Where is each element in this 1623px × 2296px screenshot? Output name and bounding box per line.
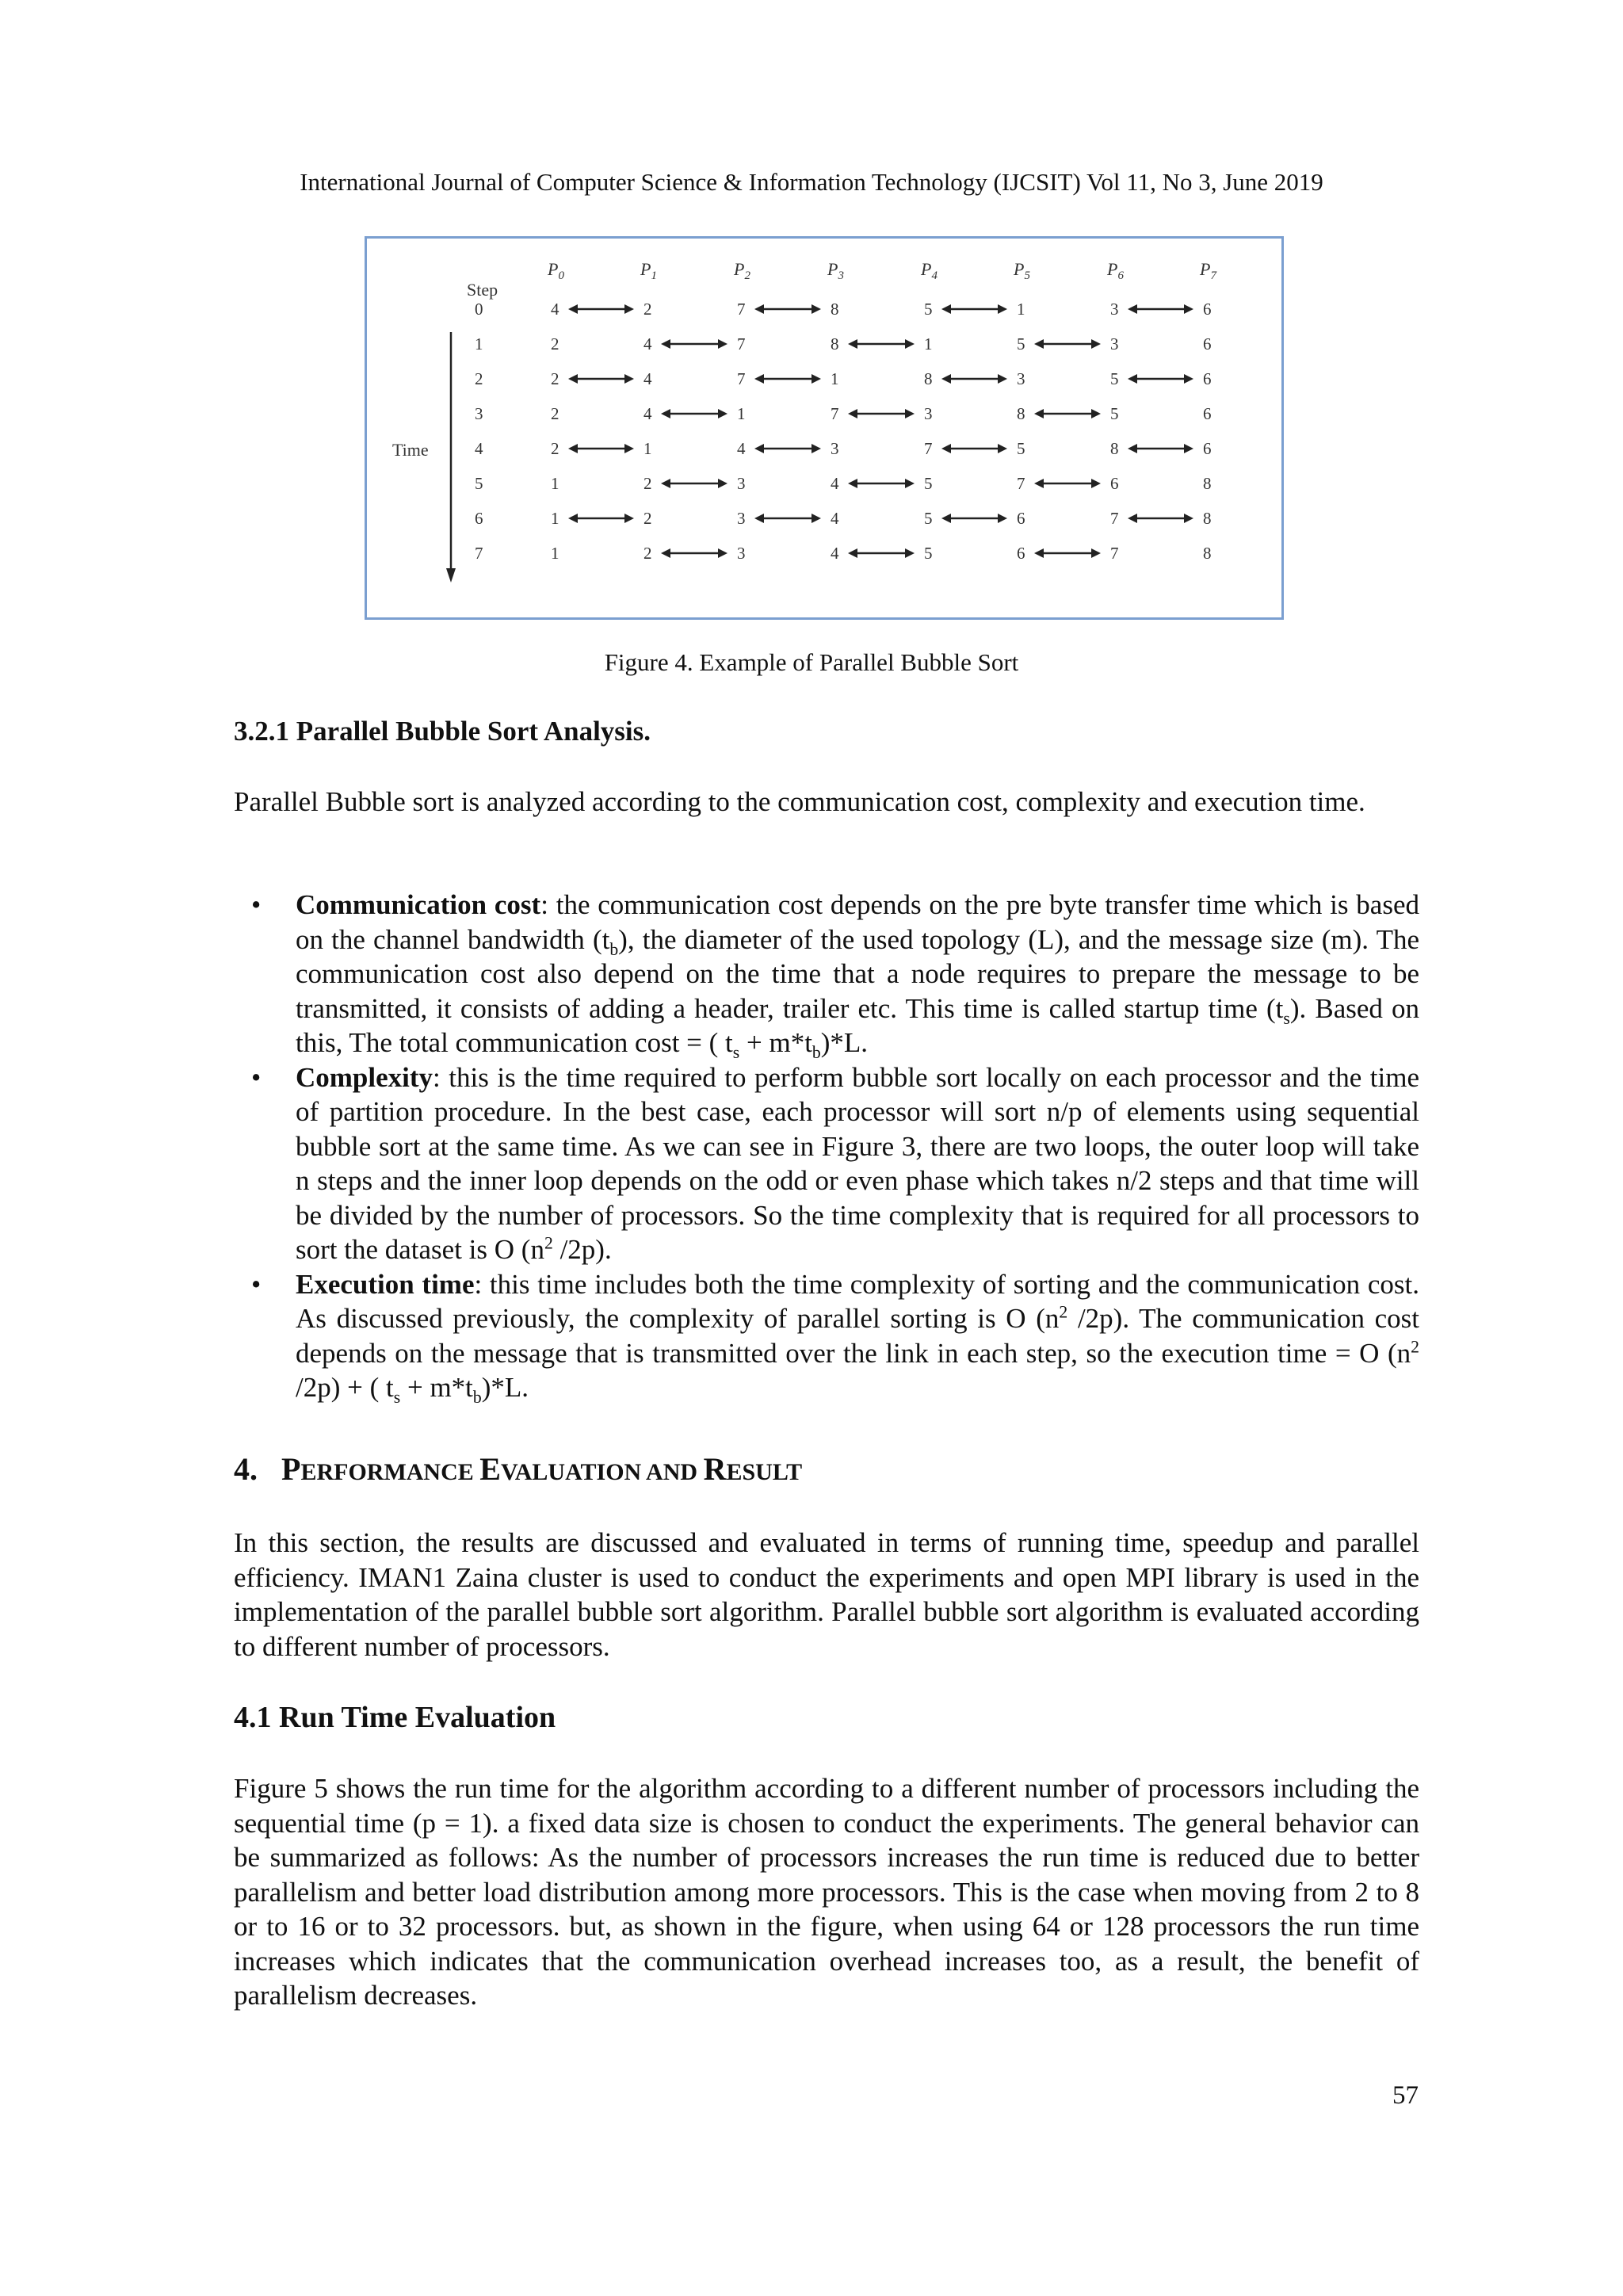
cell-value: 2 xyxy=(643,509,652,528)
subsection-heading-3-2-1: 3.2.1 Parallel Bubble Sort Analysis. xyxy=(234,716,651,747)
cell-value: 8 xyxy=(831,300,839,319)
processor-header: $P_7$ xyxy=(1200,259,1216,282)
step-number: 3 xyxy=(475,404,483,423)
compare-exchange-arrow-icon xyxy=(848,548,915,558)
compare-exchange-arrow-icon xyxy=(848,339,915,349)
cell-value: 7 xyxy=(831,404,839,423)
processor-header: $P_5$ xyxy=(1014,259,1030,282)
cell-value: 1 xyxy=(737,404,746,423)
cell-value: 3 xyxy=(1110,300,1119,319)
cell-value: 7 xyxy=(1110,509,1119,528)
compare-exchange-arrow-icon xyxy=(754,374,821,384)
step-label: Step xyxy=(467,280,498,300)
cell-value: 6 xyxy=(1203,369,1212,388)
cell-value: 1 xyxy=(551,544,559,563)
compare-exchange-arrow-icon xyxy=(1128,444,1193,453)
compare-exchange-arrow-icon xyxy=(1128,304,1193,314)
cell-value: 6 xyxy=(1110,474,1119,493)
cell-value: 1 xyxy=(551,474,559,493)
cell-value: 3 xyxy=(924,404,933,423)
compare-exchange-arrow-icon xyxy=(1034,409,1101,418)
bullet-dot-icon: • xyxy=(251,889,262,920)
processor-header: $P_6$ xyxy=(1107,259,1124,282)
cell-value: 4 xyxy=(551,300,559,319)
cell-value: 3 xyxy=(1017,369,1025,388)
cell-value: 1 xyxy=(924,334,933,353)
cell-value: 5 xyxy=(1017,439,1025,458)
cell-value: 5 xyxy=(924,544,933,563)
cell-value: 8 xyxy=(1203,544,1212,563)
figure-caption: Figure 4. Example of Parallel Bubble Sort xyxy=(604,648,1019,676)
cell-value: 6 xyxy=(1203,300,1212,319)
section-4-paragraph: In this section, the results are discussed and evaluated in terms of running time, speedup and parallel efficiency. IMAN1 Zaina cluster is used to conduct the experiments and open MPI library is used in the implementation of the parallel bubble sort algorithm. Parallel bubble sort algorithm is evaluated according to different number of processors. xyxy=(234,1527,1419,1662)
compare-exchange-arrow-icon xyxy=(661,339,727,349)
cell-value: 8 xyxy=(1203,474,1212,493)
cell-value: 2 xyxy=(551,404,559,423)
bubble-sort-svg xyxy=(367,239,1281,617)
cell-value: 6 xyxy=(1203,404,1212,423)
step-number: 5 xyxy=(475,474,483,493)
time-label: Time xyxy=(392,440,429,460)
cell-value: 1 xyxy=(643,439,652,458)
compare-exchange-arrow-icon xyxy=(941,374,1007,384)
compare-exchange-arrow-icon xyxy=(1034,479,1101,488)
compare-exchange-arrow-icon xyxy=(941,514,1007,523)
cell-value: 4 xyxy=(831,509,839,528)
cell-value: 5 xyxy=(924,300,933,319)
bullet-dot-icon: • xyxy=(251,1061,262,1093)
compare-exchange-arrow-icon xyxy=(754,304,821,314)
compare-exchange-arrow-icon xyxy=(568,444,634,453)
cell-value: 4 xyxy=(831,544,839,563)
step-number: 4 xyxy=(475,439,483,458)
cell-value: 7 xyxy=(924,439,933,458)
cell-value: 4 xyxy=(643,334,652,353)
compare-exchange-arrow-icon xyxy=(941,444,1007,453)
compare-exchange-arrow-icon xyxy=(661,409,727,418)
step-number: 0 xyxy=(475,300,483,319)
term-complexity: Complexity xyxy=(296,1061,433,1093)
cell-value: 7 xyxy=(737,369,746,388)
cell-value: 5 xyxy=(1110,404,1119,423)
cell-value: 3 xyxy=(831,439,839,458)
cell-value: 5 xyxy=(1110,369,1119,388)
processor-header: $P_2$ xyxy=(734,259,750,282)
cell-value: 5 xyxy=(924,509,933,528)
page-number: 57 xyxy=(1392,2081,1419,2110)
cell-value: 4 xyxy=(737,439,746,458)
cell-value: 4 xyxy=(643,369,652,388)
time-axis-arrowhead-icon xyxy=(446,568,456,583)
processor-header: $P_1$ xyxy=(640,259,657,282)
cell-value: 6 xyxy=(1017,509,1025,528)
compare-exchange-arrow-icon xyxy=(568,304,634,314)
term-execution-time: Execution time xyxy=(296,1268,475,1300)
step-number: 6 xyxy=(475,509,483,528)
cell-value: 4 xyxy=(643,404,652,423)
cell-value: 8 xyxy=(1110,439,1119,458)
compare-exchange-arrow-icon xyxy=(1034,548,1101,558)
compare-exchange-arrow-icon xyxy=(661,548,727,558)
cell-value: 2 xyxy=(643,544,652,563)
cell-value: 6 xyxy=(1203,439,1212,458)
compare-exchange-arrow-icon xyxy=(1128,514,1193,523)
step-number: 2 xyxy=(475,369,483,388)
cell-value: 8 xyxy=(924,369,933,388)
bullet-communication-cost: • Communication cost: the communication cost depends on the pre byte transfer time which is based on the channel bandwidth $(t_b)$, the diameter of the used topology (L), and the message size (m). The communication cost also depend on the time that a node requires to prepare the message to be transmitted, it consists of adding a header, trailer etc. This time is called startup time $(t_s)$. Based on this, The total communication cost = ( $t_s + m*t_b)*L$. xyxy=(251,889,1420,1062)
cell-value: 1 xyxy=(1017,300,1025,319)
compare-exchange-arrow-icon xyxy=(568,374,634,384)
cell-value: 3 xyxy=(737,544,746,563)
cell-value: 7 xyxy=(1017,474,1025,493)
cell-value: 7 xyxy=(737,334,746,353)
cell-value: 2 xyxy=(643,474,652,493)
cell-value: 8 xyxy=(1203,509,1212,528)
cell-value: 3 xyxy=(737,474,746,493)
analysis-intro-paragraph: Parallel Bubble sort is analyzed according to the communication cost, complexity and execution time. xyxy=(234,786,1365,817)
figure-4-bubble-sort-diagram xyxy=(365,236,1284,620)
compare-exchange-arrow-icon xyxy=(754,514,821,523)
analysis-bullet-list xyxy=(234,888,1419,1405)
subsection-heading-4-1: 4.1 Run Time Evaluation xyxy=(234,1701,556,1734)
cell-value: 3 xyxy=(1110,334,1119,353)
cell-value: 7 xyxy=(737,300,746,319)
bullet-complexity: • Complexity: this is the time required to perform bubble sort locally on each processor and the time of partition procedure. In the best case, each processor will sort n/p of elements using sequential bubble sort at the same time. As we can see in Figure 3, there are two loops, the outer loop will take n steps and the inner loop depends on the odd or even phase which takes n/2 steps and that time will be divided by the number of processors. So the time complexity that is required for all processors to sort the dataset is O ($n^2$ /2p). xyxy=(251,1061,1419,1265)
processor-header: $P_3$ xyxy=(827,259,844,282)
cell-value: 8 xyxy=(831,334,839,353)
compare-exchange-arrow-icon xyxy=(661,479,727,488)
run-time-paragraph: Figure 5 shows the run time for the algorithm according to a different number of processors including the sequential time (p = 1). a fixed data size is chosen to conduct the experiments. The general behavior can be summarized as follows: As the number of processors increases the run time is reduced due to better parallelism and better load distribution among more processors. This is the case when moving from 2 to 8 or to 16 or to 32 processors. but, as shown in the figure, when using 64 or 128 processors the run time increases which indicates that the communication overhead increases too, as a result, the benefit of parallelism decreases. xyxy=(234,1773,1419,2011)
cell-value: 4 xyxy=(831,474,839,493)
bullet-dot-icon: • xyxy=(251,1268,262,1300)
cell-value: 6 xyxy=(1017,544,1025,563)
cell-value: 1 xyxy=(551,509,559,528)
cell-value: 6 xyxy=(1203,334,1212,353)
cell-value: 2 xyxy=(643,300,652,319)
cell-value: 5 xyxy=(1017,334,1025,353)
processor-header: $P_4$ xyxy=(921,259,938,282)
cell-value: 7 xyxy=(1110,544,1119,563)
running-header: International Journal of Computer Science & Information Technology (IJCSIT) Vol 11, No 3, June 2019 xyxy=(300,168,1323,196)
cell-value: 2 xyxy=(551,439,559,458)
compare-exchange-arrow-icon xyxy=(848,479,915,488)
step-number: 1 xyxy=(475,334,483,353)
cell-value: 2 xyxy=(551,369,559,388)
cell-value: 2 xyxy=(551,334,559,353)
cell-value: 5 xyxy=(924,474,933,493)
step-number: 7 xyxy=(475,544,483,563)
term-communication-cost: Communication cost xyxy=(296,889,541,920)
cell-value: 3 xyxy=(737,509,746,528)
compare-exchange-arrow-icon xyxy=(1128,374,1193,384)
compare-exchange-arrow-icon xyxy=(941,304,1007,314)
processor-header: $P_0$ xyxy=(548,259,564,282)
compare-exchange-arrow-icon xyxy=(568,514,634,523)
cell-value: 1 xyxy=(831,369,839,388)
compare-exchange-arrow-icon xyxy=(1034,339,1101,349)
cell-value: 8 xyxy=(1017,404,1025,423)
compare-exchange-arrow-icon xyxy=(754,444,821,453)
compare-exchange-arrow-icon xyxy=(848,409,915,418)
bullet-execution-time: • Execution time: this time includes both the time complexity of sorting and the communication cost. As discussed previously, the complexity of parallel sorting is O ($n^2$ /2p). The communication cost depends on the message that is transmitted over the link in each step, so the execution time = O ($n^2$ /2p) + ( $t_s + m*t_b)*L$. xyxy=(251,1268,1420,1407)
section-4-heading: 4. PERFORMANCE EVALUATION AND RESULT xyxy=(234,1451,803,1487)
